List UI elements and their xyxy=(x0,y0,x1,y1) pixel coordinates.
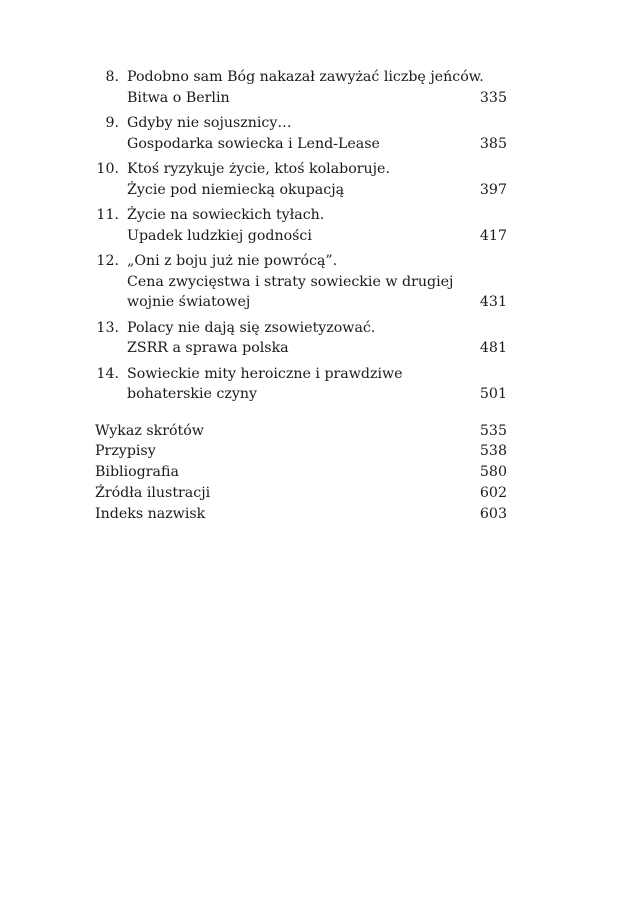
toc-entry[interactable] xyxy=(95,205,507,246)
back-matter-list xyxy=(95,421,507,525)
chapter-number: 13. xyxy=(96,319,119,336)
back-matter-label: Bibliografia xyxy=(95,464,179,481)
chapter-number: 9. xyxy=(105,115,119,131)
chapter-title-line: Upadek ludzkiej godności xyxy=(127,227,312,244)
chapter-title xyxy=(127,67,507,108)
chapter-title-line: Polacy nie dają się zsowietyzować. xyxy=(127,319,376,336)
toc-entry[interactable] xyxy=(95,113,507,154)
chapter-title-line: Życie pod niemiecką okupacją xyxy=(127,181,345,198)
chapter-number: 10. xyxy=(96,161,119,177)
toc-entry[interactable] xyxy=(95,318,507,359)
page-number: 397 xyxy=(479,181,507,198)
page-number: 431 xyxy=(479,294,507,310)
back-matter-label: Wykaz skrótów xyxy=(95,422,204,439)
chapter-title-line: Życie na sowieckich tyłach. xyxy=(127,207,325,223)
toc-entry[interactable] xyxy=(95,159,507,200)
chapter-title-line: Ktoś ryzykuje życie, ktoś kolaboruje. xyxy=(127,161,390,177)
page-number: 602 xyxy=(479,484,507,501)
toc-entry[interactable] xyxy=(95,251,507,313)
page-number: 580 xyxy=(479,464,507,481)
chapter-title-line: Bitwa o Berlin xyxy=(127,89,230,106)
back-matter-entry[interactable] xyxy=(95,441,507,462)
back-matter-label: Źródła ilustracji xyxy=(95,484,211,501)
page-number: 385 xyxy=(479,135,507,152)
chapter-number: 12. xyxy=(96,253,119,269)
chapter-title-line: Podobno sam Bóg nakazał zawyżać liczbę jeńców. xyxy=(127,69,484,85)
chapter-number: 8. xyxy=(105,69,119,85)
chapter-title xyxy=(127,364,507,405)
chapter-title xyxy=(127,251,507,313)
back-matter-entry[interactable] xyxy=(95,462,507,483)
back-matter-entry[interactable] xyxy=(95,504,507,525)
chapter-title xyxy=(127,318,507,359)
chapter-number: 11. xyxy=(96,207,119,223)
page-number: 538 xyxy=(479,443,507,460)
back-matter-entry[interactable] xyxy=(95,483,507,504)
page-number: 481 xyxy=(479,340,507,356)
page-number: 417 xyxy=(479,227,507,244)
page-number: 603 xyxy=(479,505,507,522)
chapter-title-line: wojnie światowej xyxy=(127,294,251,310)
toc-entry[interactable] xyxy=(95,67,507,108)
chapter-title xyxy=(127,113,507,154)
back-matter-label: Indeks nazwisk xyxy=(95,505,206,522)
page-number: 535 xyxy=(479,422,507,439)
chapter-title-line: Gospodarka sowiecka i Lend-Lease xyxy=(127,135,380,152)
table-of-contents xyxy=(95,67,507,524)
page-number: 335 xyxy=(479,89,507,106)
chapter-title-line: bohaterskie czyny xyxy=(127,386,258,402)
back-matter-entry[interactable] xyxy=(95,421,507,442)
chapter-title-line: Sowieckie mity heroiczne i prawdziwe xyxy=(127,365,403,382)
page-number: 501 xyxy=(479,386,507,402)
back-matter-label: Przypisy xyxy=(95,443,156,460)
chapter-title-line: „Oni z boju już nie powrócą”. xyxy=(127,253,338,269)
chapter-list xyxy=(95,67,507,405)
toc-entry[interactable] xyxy=(95,364,507,405)
chapter-title-line: Gdyby nie sojusznicy… xyxy=(127,115,292,131)
chapter-number: 14. xyxy=(96,365,119,382)
chapter-title-line: ZSRR a sprawa polska xyxy=(127,340,289,356)
chapter-title xyxy=(127,159,507,200)
chapter-title xyxy=(127,205,507,246)
chapter-title-line: Cena zwycięstwa i straty sowieckie w drugiej xyxy=(127,273,454,290)
